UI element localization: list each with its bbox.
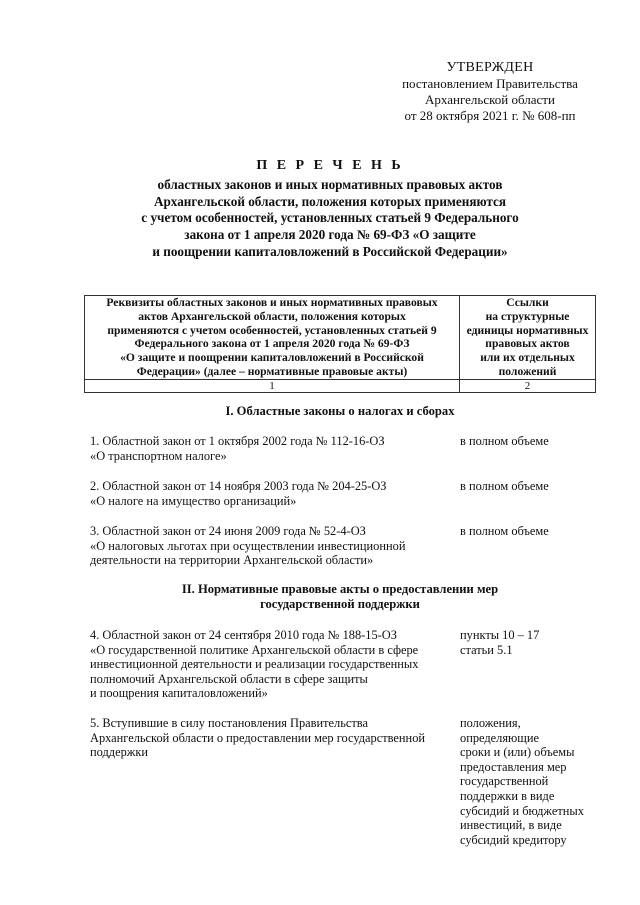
text-line: статьи 5.1 [460, 642, 513, 657]
title-line: с учетом особенностей, установленных статьей 9 Федерального [141, 210, 519, 226]
act-reference [460, 479, 600, 494]
approval-heading: УТВЕРЖДЕН [446, 60, 534, 75]
document-title [80, 158, 580, 261]
section-heading [84, 404, 596, 419]
header-line: Ссылки [506, 296, 549, 309]
text-line: «О налоговых льготах при осуществлении инвестиционной [90, 538, 406, 553]
text-line: в полном объеме [460, 434, 549, 448]
text-line: Архангельской области о предоставлении мер государственной [90, 730, 426, 745]
text-line: 5. Вступившие в силу постановления Правительства [90, 716, 368, 730]
text-line: положения, [460, 716, 521, 730]
approval-line: Архангельской области [425, 92, 555, 107]
act-reference [460, 628, 600, 657]
approval-line: постановлением Правительства [402, 76, 578, 91]
header-line: положений [498, 364, 557, 378]
title-line: областных законов и иных нормативных правовых актов [157, 176, 503, 192]
section-line: II. Нормативные правовые акты о предоставлении мер [181, 582, 499, 596]
text-line: субсидий кредитору [460, 832, 567, 847]
text-line: в полном объеме [460, 524, 549, 538]
text-line: 2. Областной закон от 14 ноября 2003 года № 204-25-ОЗ [90, 479, 387, 493]
text-line: поддержки [90, 745, 148, 760]
header-line: применяются с учетом особенностей, установленных статьей 9 [107, 323, 437, 337]
text-line: «О государственной политике Архангельской области в сфере [90, 642, 419, 657]
section-line: I. Областные законы о налогах и сборах [225, 404, 455, 418]
act-requisites [90, 479, 448, 508]
text-line: предоставления мер [460, 759, 567, 774]
title-line: и поощрении капиталовложений в Российской Федерации» [152, 243, 508, 259]
column-number: 1 [85, 379, 460, 392]
column-header-references [460, 296, 596, 380]
text-line: определяющие [460, 730, 539, 745]
text-line: деятельности на территории Архангельской области» [90, 553, 374, 568]
title-line: Архангельской области, положения которых применяются [153, 193, 507, 209]
text-line: сроки и (или) объемы [460, 745, 575, 760]
column-number: 2 [460, 379, 596, 392]
header-line: Федерации» (далее – нормативные правовые акты) [136, 364, 408, 378]
text-line: в полном объеме [460, 479, 549, 493]
section-heading [84, 582, 596, 612]
text-line: «О транспортном налоге» [90, 448, 227, 463]
text-line: пункты 10 – 17 [460, 628, 540, 642]
text-line: «О налоге на имущество организаций» [90, 493, 297, 508]
text-line: 3. Областной закон от 24 июня 2009 года № 52-4-ОЗ [90, 524, 366, 538]
header-line: единицы нормативных [466, 323, 589, 337]
act-requisites [90, 524, 448, 568]
list-table-header [84, 295, 596, 393]
act-requisites [90, 716, 448, 760]
approval-stamp [360, 60, 620, 124]
act-reference [460, 716, 600, 847]
header-line: правовых актов [485, 337, 570, 351]
header-line: Федерального закона от 1 апреля 2020 года № 69-ФЗ [134, 337, 410, 351]
header-line: «О защите и поощрении капиталовложений в Российской [120, 351, 424, 365]
act-requisites [90, 628, 448, 701]
text-line: 4. Областной закон от 24 сентября 2010 года № 188-15-ОЗ [90, 628, 397, 642]
header-line: актов Архангельской области, положения которых [138, 309, 406, 323]
column-header-requisites [85, 296, 460, 380]
text-line: 1. Областной закон от 1 октября 2002 года № 112-16-ОЗ [90, 434, 385, 448]
text-line: и поощрения капиталовложений» [90, 686, 268, 701]
title-line: закона от 1 апреля 2020 года № 69-ФЗ «О защите [184, 227, 476, 243]
text-line: инвестиционной деятельности и реализации государственных [90, 657, 419, 672]
section-line: государственной поддержки [260, 597, 420, 611]
text-line: полномочий Архангельской области в сфере защиты [90, 671, 368, 686]
approval-line: от 28 октября 2021 г. № 608-пп [404, 108, 576, 123]
text-line: инвестиций, в виде [460, 818, 562, 833]
act-requisites [90, 434, 448, 463]
header-line: Реквизиты областных законов и иных нормативных правовых [106, 296, 438, 309]
text-line: субсидий и бюджетных [460, 803, 584, 818]
text-line: поддержки в виде [460, 788, 555, 803]
act-reference [460, 524, 600, 539]
title-heading: П Е Р Е Ч Е Н Ь [256, 158, 404, 173]
header-line: или их отдельных [480, 351, 575, 365]
act-reference [460, 434, 600, 449]
text-line: государственной [460, 774, 549, 789]
header-line: на структурные [485, 309, 570, 323]
